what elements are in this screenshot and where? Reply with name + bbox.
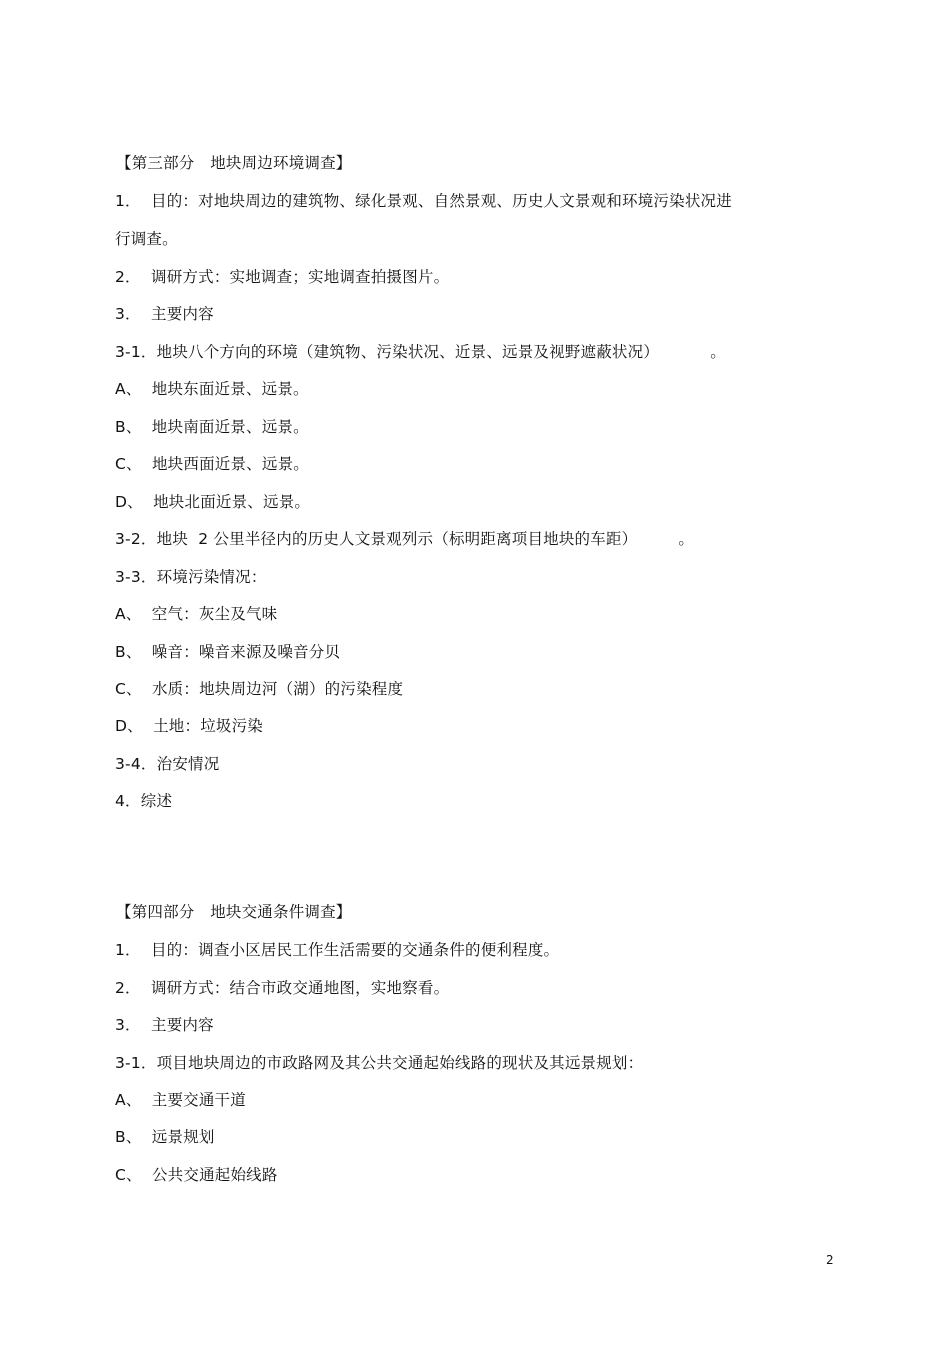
section-4-line: 2． 调研方式：结合市政交通地图，实地察看。 <box>115 979 450 997</box>
section-3-line: 3-3．环境污染情况： <box>115 568 267 586</box>
section-3-line: 3-1．地块八个方向的环境（建筑物、污染状况、近景、远景及视野遮蔽状况） 。 <box>115 343 726 361</box>
section-4-line: B、 远景规划 <box>115 1128 215 1146</box>
section-3-line: 3-2．地块 2 公里半径内的历史人文景观列示（标明距离项目地块的车距） 。 <box>115 530 695 548</box>
section-4-line: A、 主要交通干道 <box>115 1091 246 1109</box>
section-3-line: 3． 主要内容 <box>115 305 214 323</box>
section-3-line: C、 水质：地块周边河（湖）的污染程度 <box>115 680 404 698</box>
section-3-line: 4．综述 <box>115 792 173 810</box>
section-3-line: B、 噪音：噪音来源及噪音分贝 <box>115 643 341 661</box>
section-3-title: 【第三部分 地块周边环境调查】 <box>116 154 352 172</box>
section-3-line: A、 空气：灰尘及气味 <box>115 605 278 623</box>
section-3-line: 3-4．治安情况 <box>115 755 220 773</box>
section-3-line: 1． 目的：对地块周边的建筑物、绿化景观、自然景观、历史人文景观和环境污染状况进 <box>115 192 732 210</box>
section-3-line: D、 土地：垃圾污染 <box>115 717 263 735</box>
section-3-line: A、 地块东面近景、远景。 <box>115 380 309 398</box>
section-4-title: 【第四部分 地块交通条件调查】 <box>116 903 352 921</box>
section-4-line: C、 公共交通起始线路 <box>115 1166 278 1184</box>
section-3-line: 行调查。 <box>115 230 178 248</box>
section-3-line: 2． 调研方式：实地调查；实地调查拍摄图片。 <box>115 268 450 286</box>
page-number: 2 <box>826 1253 834 1267</box>
section-4-line: 3-1．项目地块周边的市政路网及其公共交通起始线路的现状及其远景规划： <box>115 1054 644 1072</box>
section-3-line: D、 地块北面近景、远景。 <box>115 493 311 511</box>
section-3-line: C、 地块西面近景、远景。 <box>115 455 309 473</box>
section-4-line: 1． 目的：调查小区居民工作生活需要的交通条件的便利程度。 <box>115 941 560 959</box>
section-3-line: B、 地块南面近景、远景。 <box>115 418 309 436</box>
section-4-line: 3． 主要内容 <box>115 1016 214 1034</box>
